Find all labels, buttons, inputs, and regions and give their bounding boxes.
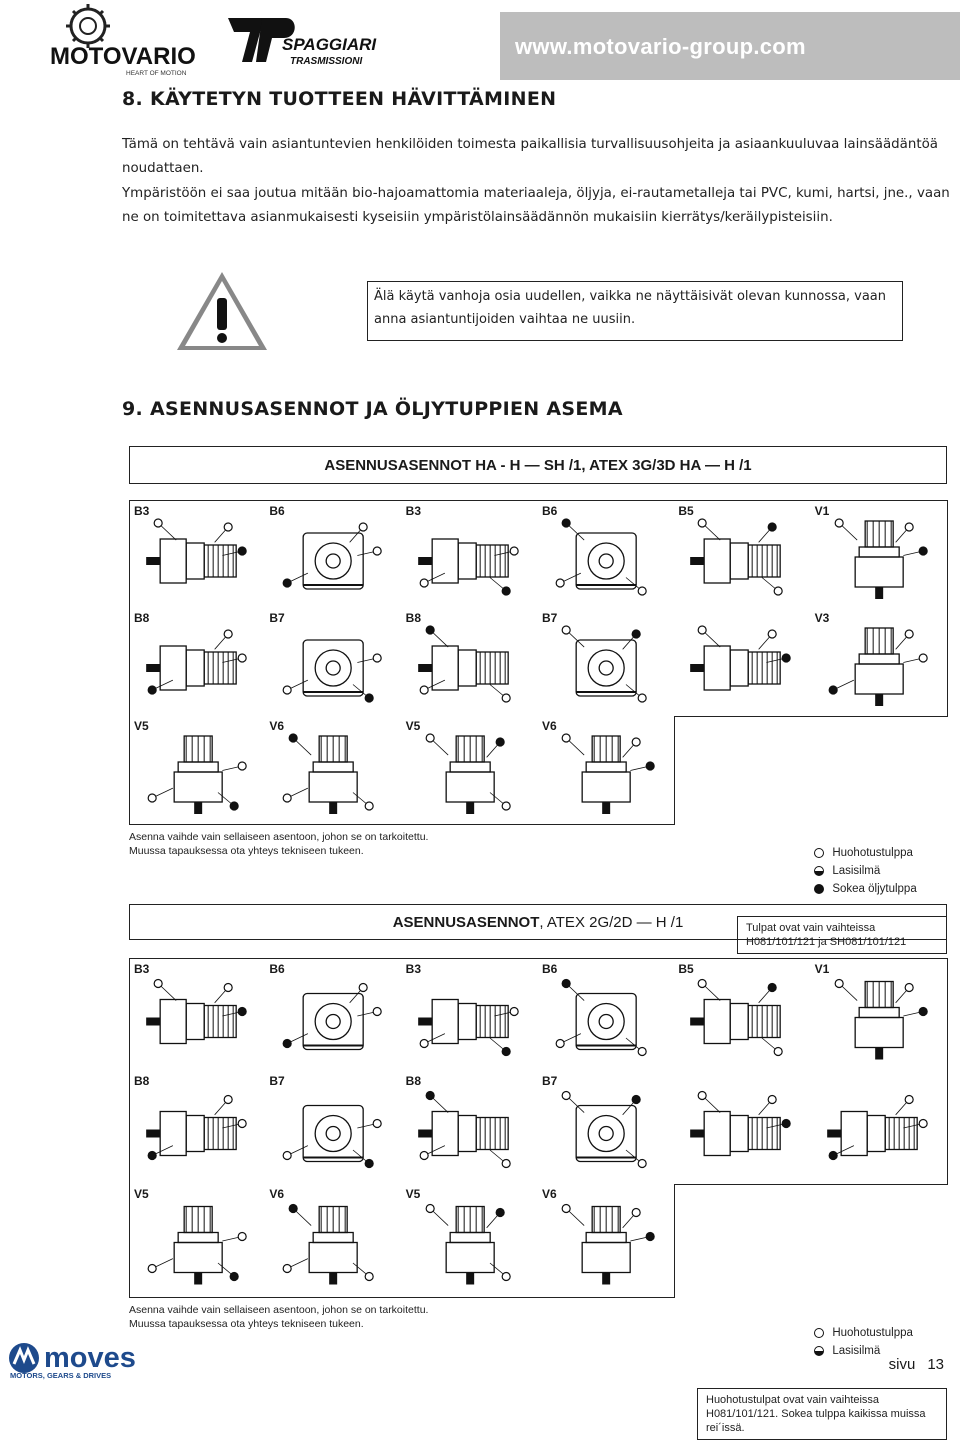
mounting-position-label: V5 bbox=[405, 719, 421, 733]
mounting-position-cell bbox=[265, 958, 402, 1072]
mounting-position-cell bbox=[538, 958, 675, 1072]
mounting-position-label: B6 bbox=[269, 962, 285, 976]
breather-plug-icon bbox=[814, 1328, 824, 1338]
gearbox-drawing bbox=[130, 501, 266, 609]
mounting-position-cell bbox=[811, 958, 948, 1072]
plug-info-line: H081/101/121. Sokea tulppa kaikissa muissa bbox=[706, 1408, 926, 1420]
legend-label: Sokea öljytulppa bbox=[832, 883, 917, 895]
warning-icon bbox=[175, 268, 270, 354]
gearbox-drawing bbox=[402, 1184, 538, 1297]
mounting-position-label: V1 bbox=[814, 504, 830, 518]
gearbox-drawing bbox=[674, 608, 810, 716]
mounting-position-label: V6 bbox=[542, 719, 557, 733]
motovario-tagline: HEART OF MOTION bbox=[126, 70, 187, 76]
motovario-logo-text: MOTOVARIO bbox=[50, 43, 196, 70]
gearbox-drawing bbox=[130, 1184, 266, 1297]
website-url[interactable]: www.motovario-group.com bbox=[515, 34, 806, 59]
legend-label: Lasisilmä bbox=[832, 865, 881, 877]
legend bbox=[814, 1324, 913, 1360]
mounting-position-cell bbox=[129, 1071, 266, 1185]
mounting-position-label: B3 bbox=[405, 962, 421, 976]
gearbox-drawing bbox=[674, 501, 810, 609]
gearbox-drawing bbox=[538, 959, 674, 1072]
page-label: sivu bbox=[888, 1356, 916, 1373]
sight-glass-icon bbox=[814, 866, 824, 876]
sight-glass-icon bbox=[814, 1346, 824, 1356]
warning-text: Älä käytä vanhoja osia uudellen, vaikka ne näyttäisivät olevan kunnossa, vaan anna asiantuntijoiden vaihtaa ne uusiin. bbox=[374, 289, 887, 327]
gearbox-drawing bbox=[402, 1071, 538, 1184]
plug-info-line: Huohotustulpat ovat vain vaihteissa bbox=[706, 1394, 880, 1406]
moves-logo-sub: MOTORS, GEARS & DRIVES bbox=[10, 1371, 112, 1380]
mounting-position-cell bbox=[538, 608, 675, 717]
mounting-position-label: B7 bbox=[269, 611, 285, 625]
paragraph-environment: Ympäristöön ei saa joutua mitään bio-hajoamattomia materiaaleja, öljyja, ei-rautametalleja tai PVC, kumi, hartsi, jne., vaan ne on toimitettava asianmukaisesti kyseisiin ympäristölainsäädännön mukaisiin kierrätys/keräilypisteisiin. bbox=[122, 186, 950, 225]
mounting-position-cell bbox=[538, 716, 675, 825]
mounting-position-cell bbox=[402, 716, 539, 825]
mounting-position-cell bbox=[129, 958, 266, 1072]
mounting-position-label: B5 bbox=[678, 962, 694, 976]
mounting-position-cell bbox=[674, 500, 811, 609]
mounting-position-cell bbox=[538, 1071, 675, 1185]
mounting-position-cell bbox=[265, 716, 402, 825]
mounting-position-label: B8 bbox=[405, 1074, 421, 1088]
mounting-position-label: V1 bbox=[814, 962, 830, 976]
plug-info-line: rei´issä. bbox=[706, 1422, 745, 1434]
gearbox-drawing bbox=[538, 501, 674, 609]
gearbox-drawing bbox=[811, 608, 947, 716]
mounting-position-label: B6 bbox=[542, 504, 558, 518]
section-9-title: 9. ASENNUSASENNOT JA ÖLJYTUPPIEN ASEMA bbox=[122, 398, 623, 420]
mounting-position-label: B3 bbox=[405, 504, 421, 518]
motovario-logo bbox=[48, 4, 208, 76]
mounting-position-cell bbox=[265, 500, 402, 609]
mounting-position-label: V6 bbox=[269, 719, 285, 733]
mounting-position-cell bbox=[811, 1071, 948, 1185]
mounting-position-cell bbox=[129, 1184, 266, 1298]
gearbox-drawing bbox=[265, 716, 401, 824]
mounting-position-label: V6 bbox=[269, 1187, 285, 1201]
gearbox-drawing bbox=[402, 716, 538, 824]
mounting-position-label: B3 bbox=[134, 504, 150, 518]
mounting-position-cell bbox=[402, 608, 539, 717]
gearbox-drawing bbox=[811, 501, 947, 609]
mounting-position-cell bbox=[265, 1184, 402, 1298]
gearbox-drawing bbox=[265, 1071, 401, 1184]
legend-label: Huohotustulppa bbox=[832, 1327, 913, 1339]
table1-title bbox=[129, 446, 947, 484]
mounting-position-cell bbox=[674, 958, 811, 1072]
table2-title-rest: , ATEX 2G/2D — H /1 bbox=[539, 913, 684, 931]
mounting-position-label: V6 bbox=[542, 1187, 557, 1201]
gearbox-drawing bbox=[538, 1184, 674, 1297]
mounting-note bbox=[129, 830, 428, 858]
legend-label: Huohotustulppa bbox=[832, 847, 913, 859]
mounting-note-line: Asenna vaihde vain sellaiseen asentoon, johon se on tarkoitettu. bbox=[129, 831, 429, 843]
gearbox-drawing bbox=[130, 959, 266, 1072]
mounting-position-label: B6 bbox=[269, 504, 285, 518]
spaggiari-logo-sub: TRASMISSIONI bbox=[290, 56, 363, 67]
mounting-position-cell bbox=[402, 958, 539, 1072]
table2-title-bold: ASENNUSASENNOT bbox=[392, 913, 540, 931]
legend-item bbox=[814, 1324, 913, 1342]
mounting-position-label: V3 bbox=[814, 611, 830, 625]
spaggiari-logo bbox=[222, 14, 392, 70]
breather-plug-icon bbox=[814, 848, 824, 858]
gearbox-drawing bbox=[265, 959, 401, 1072]
gearbox-drawing bbox=[402, 608, 538, 716]
moves-logo-text: moves bbox=[44, 1342, 136, 1374]
table1-title-text: ASENNUSASENNOT HA - H — SH /1, ATEX 3G/3D HA — H /1 bbox=[324, 456, 752, 474]
mounting-position-label: B8 bbox=[134, 1074, 150, 1088]
mounting-position-label: B8 bbox=[405, 611, 421, 625]
gearbox-drawing bbox=[130, 1071, 266, 1184]
mounting-position-label: B8 bbox=[134, 611, 150, 625]
gearbox-drawing bbox=[402, 959, 538, 1072]
legend-label: Lasisilmä bbox=[832, 1345, 881, 1357]
mounting-position-cell bbox=[265, 608, 402, 717]
mounting-note-line: Asenna vaihde vain sellaiseen asentoon, johon se on tarkoitettu. bbox=[129, 1304, 429, 1316]
gearbox-drawing bbox=[130, 716, 266, 824]
gearbox-drawing bbox=[130, 608, 266, 716]
mounting-position-label: B7 bbox=[269, 1074, 285, 1088]
gearbox-drawing bbox=[538, 716, 674, 824]
legend bbox=[814, 844, 916, 898]
mounting-position-cell bbox=[402, 1184, 539, 1298]
legend-item bbox=[814, 862, 916, 880]
plug-info-line: Tulpat ovat vain vaihteissa bbox=[746, 922, 876, 934]
mounting-position-cell bbox=[674, 608, 811, 717]
gearbox-drawing bbox=[674, 1071, 810, 1184]
section-8-title: 8. KÄYTETYN TUOTTEEN HÄVITTÄMINEN bbox=[122, 88, 557, 110]
blind-plug-icon bbox=[814, 884, 824, 894]
moves-logo bbox=[6, 1340, 176, 1380]
mounting-position-label: V5 bbox=[405, 1187, 421, 1201]
mounting-position-label: V5 bbox=[134, 1187, 149, 1201]
mounting-note-line: Muussa tapauksessa ota yhteys tekniseen tukeen. bbox=[129, 845, 364, 857]
mounting-position-label: B7 bbox=[542, 1074, 558, 1088]
plug-info-box bbox=[697, 1388, 947, 1440]
mounting-position-cell bbox=[402, 500, 539, 609]
mounting-position-label: V5 bbox=[134, 719, 149, 733]
mounting-position-cell bbox=[129, 608, 266, 717]
gearbox-drawing bbox=[265, 1184, 401, 1297]
mounting-position-label: B3 bbox=[134, 962, 150, 976]
mounting-position-cell bbox=[402, 1071, 539, 1185]
gearbox-drawing bbox=[674, 959, 810, 1072]
gearbox-drawing bbox=[811, 1071, 947, 1184]
gearbox-drawing bbox=[265, 501, 401, 609]
gearbox-drawing bbox=[402, 501, 538, 609]
mounting-position-label: B5 bbox=[678, 504, 694, 518]
mounting-position-label: B6 bbox=[542, 962, 558, 976]
mounting-note-line: Muussa tapauksessa ota yhteys tekniseen tukeen. bbox=[129, 1318, 364, 1330]
paragraph-disposal-intro: Tämä on tehtävä vain asiantuntevien henkilöiden toimesta paikallisia turvallisuusohjeita ja asiaankuuluvaa lainsäädäntöä noudattaen. bbox=[122, 137, 939, 176]
spaggiari-logo-text: SPAGGIARI bbox=[282, 35, 377, 54]
page-number bbox=[889, 1356, 944, 1373]
mounting-position-cell bbox=[265, 1071, 402, 1185]
legend-item bbox=[814, 844, 916, 862]
mounting-position-cell bbox=[129, 716, 266, 825]
page-number-value: 13 bbox=[927, 1356, 944, 1373]
mounting-note bbox=[129, 1303, 428, 1331]
gearbox-drawing bbox=[538, 1071, 674, 1184]
mounting-position-label: B7 bbox=[542, 611, 558, 625]
mounting-position-cell bbox=[538, 1184, 675, 1298]
mounting-position-cell bbox=[129, 500, 266, 609]
mounting-position-cell bbox=[811, 500, 948, 609]
gearbox-drawing bbox=[811, 959, 947, 1072]
plug-info-line: H081/101/121 ja SH081/101/121 bbox=[746, 936, 907, 948]
gearbox-drawing bbox=[538, 608, 674, 716]
mounting-position-cell bbox=[811, 608, 948, 717]
mounting-position-cell bbox=[538, 500, 675, 609]
gearbox-drawing bbox=[265, 608, 401, 716]
legend-item bbox=[814, 880, 916, 898]
table2-title bbox=[129, 904, 947, 940]
mounting-position-cell bbox=[674, 1071, 811, 1185]
